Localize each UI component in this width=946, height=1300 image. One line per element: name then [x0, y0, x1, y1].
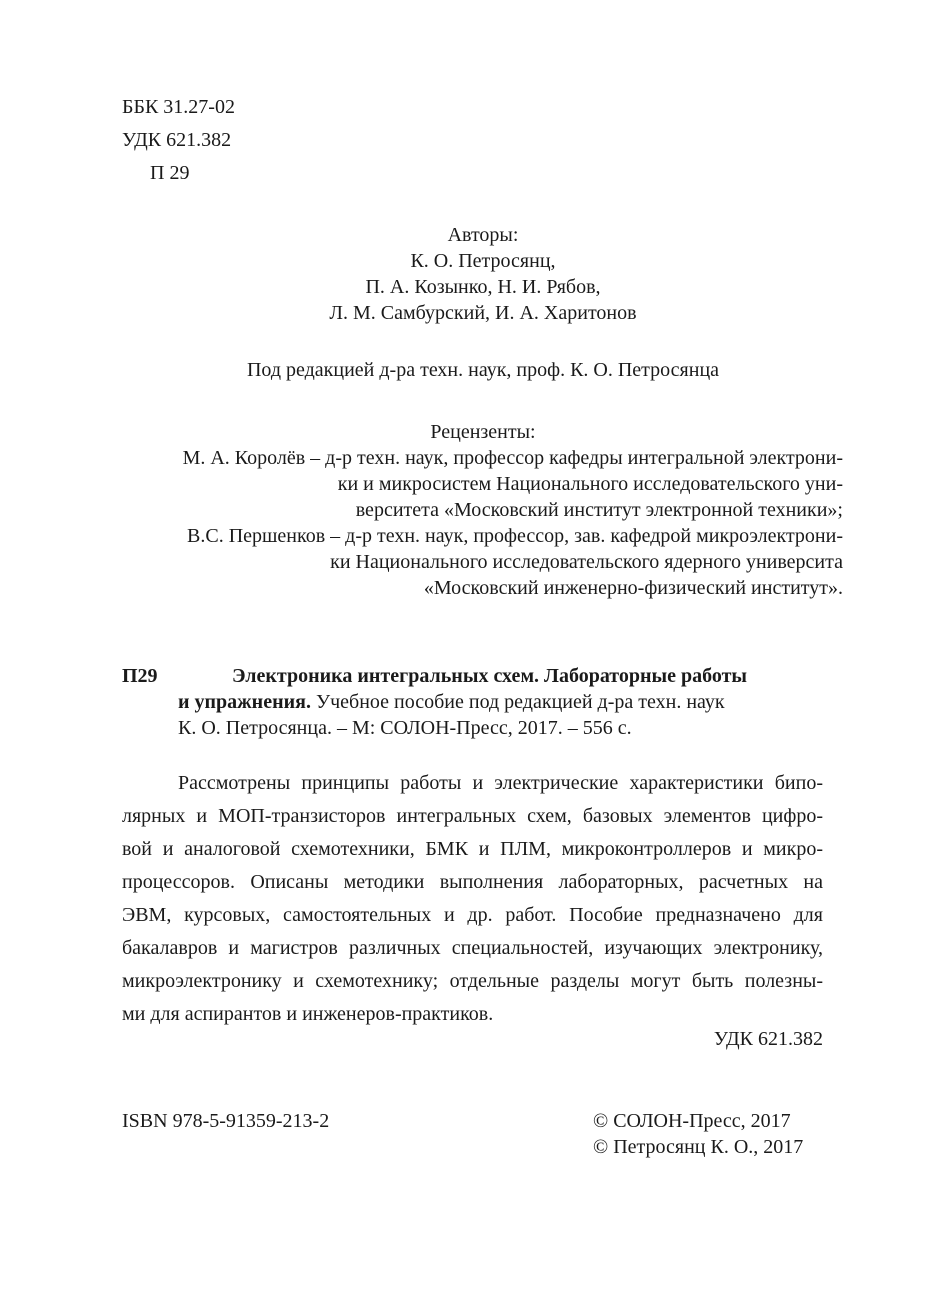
bbk-code: ББК 31.27-02: [122, 96, 235, 118]
annotation-line: лярных и МОП-транзисторов интегральных схем, базовых элементов цифро-: [122, 805, 823, 827]
annotation-udk: УДК 621.382: [713, 1028, 823, 1050]
annotation-line: Рассмотрены принципы работы и электрические характеристики бипо-: [178, 772, 823, 794]
biblio-publisher-line: К. О. Петросянца. – М: СОЛОН-Пресс, 2017. – 556 с.: [178, 717, 632, 739]
author-line: Л. М. Самбурский, И. А. Харитонов: [329, 302, 637, 324]
isbn: ISBN 978-5-91359-213-2: [122, 1110, 330, 1132]
udk-code: УДК 621.382: [122, 129, 232, 151]
reviewers-heading: Рецензенты:: [430, 421, 536, 443]
annotation-line: процессоров. Описаны методики выполнения лабораторных, расчетных на: [122, 871, 823, 893]
authors-heading: Авторы:: [447, 224, 519, 246]
author-line: П. А. Козынко, Н. И. Рябов,: [365, 276, 601, 298]
reviewer-line: ки и микросистем Национального исследовательского уни-: [337, 473, 843, 495]
annotation-line: микроэлектронику и схемотехнику; отдельные разделы могут быть полезны-: [122, 970, 823, 992]
reviewer-line: В.С. Першенков – д-р техн. наук, профессор, зав. кафедрой микроэлектрони-: [187, 525, 843, 547]
reviewer-line: верситета «Московский институт электронной техники»;: [355, 499, 843, 521]
annotation-line: вой и аналоговой схемотехники, БМК и ПЛМ, микроконтроллеров и микро-: [122, 838, 823, 860]
annotation-line: бакалавров и магистров различных специальностей, изучающих электронику,: [122, 937, 823, 959]
reviewer-line: ки Национального исследовательского ядерного университа: [330, 551, 843, 573]
editor-line: Под редакцией д-ра техн. наук, проф. К. О. Петросянца: [246, 359, 720, 381]
book-title-line1: Электроника интегральных схем. Лабораторные работы: [232, 665, 748, 687]
annotation-line: ми для аспирантов и инженеров-практиков.: [122, 1003, 494, 1025]
author-line: К. О. Петросянц,: [410, 250, 556, 272]
biblio-description: Учебное пособие под редакцией д-ра техн. наук: [310, 691, 725, 713]
copyright-author: © Петросянц К. О., 2017: [593, 1136, 804, 1158]
annotation-line: ЭВМ, курсовых, самостоятельных и др. работ. Пособие предназначено для: [122, 904, 823, 926]
reviewer-line: М. А. Королёв – д-р техн. наук, профессор кафедры интегральной электрони-: [182, 447, 843, 469]
book-title-line2: и упражнения.: [178, 691, 311, 713]
author-mark: П 29: [150, 162, 190, 184]
copyright-publisher: © СОЛОН-Пресс, 2017: [593, 1110, 791, 1132]
reviewer-line: «Московский инженерно-физический институт».: [423, 577, 843, 599]
biblio-mark: П29: [122, 665, 158, 687]
